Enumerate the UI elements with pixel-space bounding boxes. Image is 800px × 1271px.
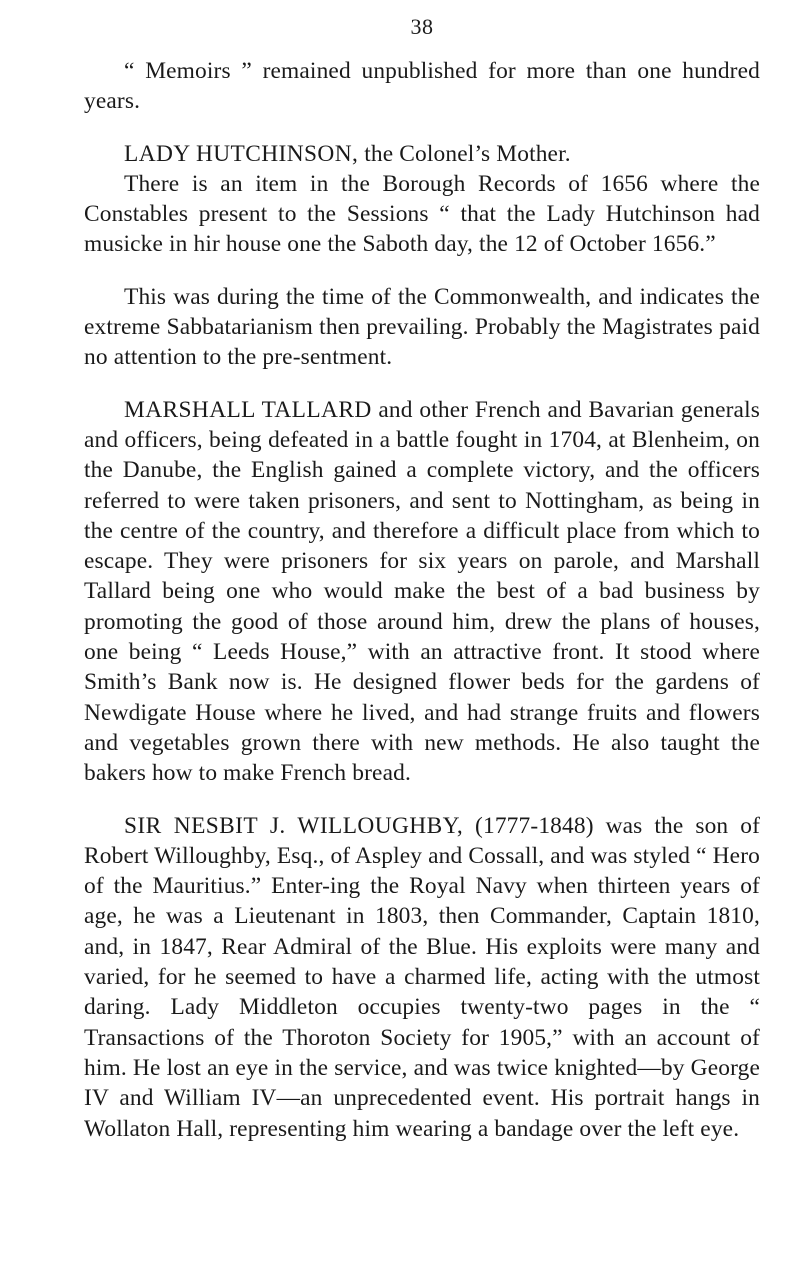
body-text xyxy=(84,56,760,1144)
entry-text: the Colonel’s Mother. xyxy=(358,140,571,167)
entry-text: and other French and Bavarian generals and officers, being defeated in a battle fought in 1704, at Blenheim, on the Danube, the English gained a complete victory, and the officers referred to were taken prisoners, and sent to Nottingham, as being in the centre of the country, and therefore a difficult place from which to escape. They were prisoners for six years on parole, and Marshall Tallard being one who would make the best of a bad business by promoting the good of those around him, drew the plans of houses, one being “ Leeds House,” with an attractive front. It stood where Smith’s Bank now is. He designed flower beds for the gardens of Newdigate House where he lived, and had strange fruits and flowers and vegetables grown there with new methods. He also taught the bakers how to make French bread. xyxy=(84,396,760,787)
entry-name: SIR NESBIT J. WILLOUGHBY, xyxy=(124,812,464,839)
paragraph-commonwealth xyxy=(84,282,760,373)
entry-marshall-tallard xyxy=(84,395,760,789)
paragraph-text: This was during the time of the Commonwealth, and indicates the extreme Sabbatarianism then prevailing. Probably the Magistrates paid no attention to the pre-sentment. xyxy=(84,283,760,371)
paragraph-text: There is an item in the Borough Records of 1656 where the Constables present to the Sessions “ that the Lady Hutchinson had musicke in hir house one the Saboth day, the 12 of October 1656.” xyxy=(84,170,760,258)
entry-sir-nesbit-willoughby xyxy=(84,811,760,1144)
paragraph-memoirs-note xyxy=(84,56,760,117)
paragraph-text: “ Memoirs ” remained unpublished for more than one hundred years. xyxy=(84,58,760,115)
entry-name: LADY HUTCHINSON, xyxy=(124,140,359,167)
paragraph-borough-records xyxy=(84,169,760,260)
entry-heading-lady-hutchinson xyxy=(84,139,760,169)
page-number: 38 xyxy=(410,14,434,39)
entry-name: MARSHALL TALLARD xyxy=(124,396,372,423)
entry-text: (1777-1848) was the son of Robert Willoughby, Esq., of Aspley and Cossall, and was styled “ Hero of the Mauritius.” Enter-ing the Royal Navy when thirteen years of age, he was a Lieutenant in 1803, then Commander, Captain 1810, and, in 1847, Rear Admiral of the Blue. His exploits were many and varied, for he seemed to have a charmed life, acting with the utmost daring. Lady Middleton occupies twenty-two pages in the “ Transactions of the Thoroton Society for 1905,” with an account of him. He lost an eye in the service, and was twice knighted—by George IV and William IV—an unprecedented event. His portrait hangs in Wollaton Hall, representing him wearing a bandage over the left eye. xyxy=(84,812,761,1142)
